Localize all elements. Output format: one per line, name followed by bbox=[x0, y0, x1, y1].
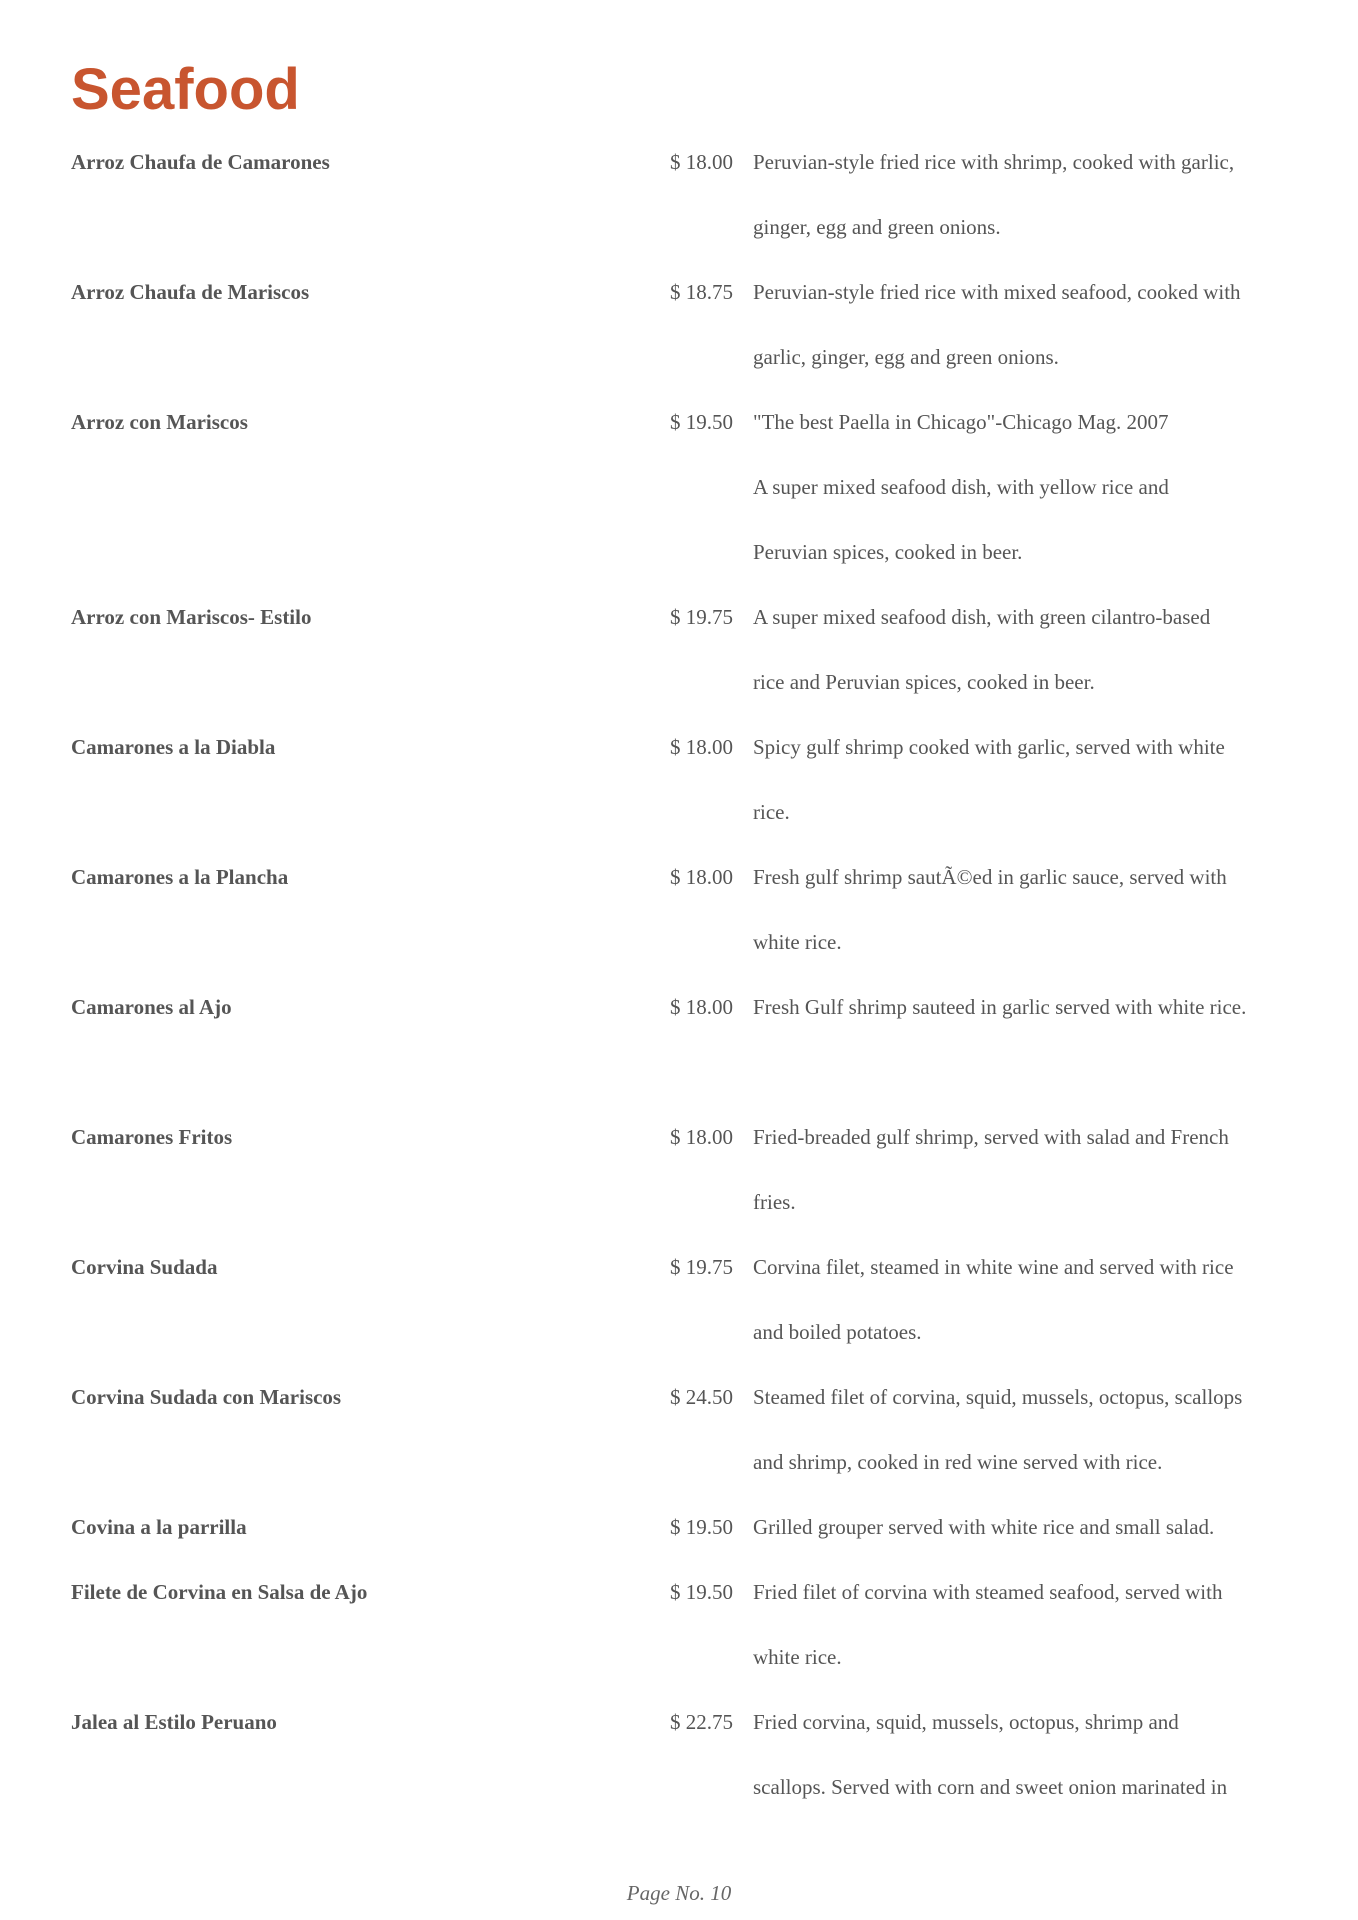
description-line: Fresh Gulf shrimp sauteed in garlic served with white rice. bbox=[753, 995, 1247, 1019]
item-name: Camarones al Ajo bbox=[71, 995, 232, 1019]
description-line: Peruvian-style fried rice with mixed seafood, cooked with bbox=[753, 280, 1241, 304]
item-price: $ 18.75 bbox=[670, 280, 733, 304]
description-line: A super mixed seafood dish, with green cilantro-based bbox=[753, 605, 1211, 629]
item-name: Arroz Chaufa de Camarones bbox=[71, 150, 330, 174]
item-price: $ 22.75 bbox=[670, 1710, 733, 1734]
item-name: Corvina Sudada con Mariscos bbox=[71, 1385, 342, 1409]
description-line: rice and Peruvian spices, cooked in beer. bbox=[753, 670, 1095, 694]
item-price: $ 19.50 bbox=[670, 1515, 733, 1539]
item-description bbox=[753, 1581, 1293, 1711]
item-name: Corvina Sudada bbox=[71, 1255, 218, 1279]
item-price: $ 18.00 bbox=[670, 735, 733, 759]
description-line: Fried-breaded gulf shrimp, served with salad and French bbox=[753, 1125, 1229, 1149]
description-line: A super mixed seafood dish, with yellow rice and bbox=[753, 475, 1169, 499]
description-line: rice. bbox=[753, 800, 790, 824]
page-title: Seafood bbox=[71, 57, 300, 122]
description-line: Peruvian spices, cooked in beer. bbox=[753, 540, 1023, 564]
description-line: white rice. bbox=[753, 930, 842, 954]
page-number: Page No. 10 bbox=[626, 1881, 732, 1905]
item-name: Arroz con Mariscos- Estilo bbox=[71, 605, 312, 629]
item-description bbox=[753, 1256, 1293, 1386]
item-name: Jalea al Estilo Peruano bbox=[71, 1710, 277, 1734]
description-line: Spicy gulf shrimp cooked with garlic, served with white bbox=[753, 735, 1225, 759]
description-line: Fried filet of corvina with steamed seafood, served with bbox=[753, 1580, 1223, 1604]
description-line: garlic, ginger, egg and green onions. bbox=[753, 345, 1059, 369]
item-name: Covina a la parrilla bbox=[71, 1515, 247, 1539]
item-description bbox=[753, 1126, 1293, 1256]
item-name: Arroz con Mariscos bbox=[71, 410, 248, 434]
item-name: Camarones a la Plancha bbox=[71, 865, 289, 889]
item-price: $ 24.50 bbox=[670, 1385, 733, 1409]
item-price: $ 19.50 bbox=[670, 1580, 733, 1604]
item-price: $ 18.00 bbox=[670, 865, 733, 889]
item-description bbox=[753, 151, 1293, 281]
description-line: ginger, egg and green onions. bbox=[753, 215, 1001, 239]
item-price: $ 18.00 bbox=[670, 1125, 733, 1149]
description-line: fries. bbox=[753, 1190, 796, 1214]
description-line: and shrimp, cooked in red wine served with rice. bbox=[753, 1450, 1163, 1474]
item-name: Camarones Fritos bbox=[71, 1125, 233, 1149]
description-line: scallops. Served with corn and sweet onion marinated in bbox=[753, 1775, 1228, 1799]
item-description bbox=[753, 996, 1293, 1126]
description-line: and boiled potatoes. bbox=[753, 1320, 922, 1344]
description-line: "The best Paella in Chicago"-Chicago Mag. 2007 bbox=[753, 410, 1169, 434]
description-line: Grilled grouper served with white rice and small salad. bbox=[753, 1515, 1215, 1539]
item-description bbox=[753, 606, 1293, 736]
item-name: Arroz Chaufa de Mariscos bbox=[71, 280, 310, 304]
item-description bbox=[753, 1711, 1293, 1841]
item-description bbox=[753, 1516, 1293, 1581]
description-line: Fried corvina, squid, mussels, octopus, shrimp and bbox=[753, 1710, 1179, 1734]
item-price: $ 19.50 bbox=[670, 410, 733, 434]
item-description bbox=[753, 411, 1293, 606]
item-description bbox=[753, 866, 1293, 996]
item-price: $ 18.00 bbox=[670, 150, 733, 174]
description-line: Corvina filet, steamed in white wine and served with rice bbox=[753, 1255, 1234, 1279]
item-price: $ 19.75 bbox=[670, 1255, 733, 1279]
item-name: Filete de Corvina en Salsa de Ajo bbox=[71, 1580, 368, 1604]
description-line bbox=[753, 1061, 1293, 1126]
description-line: white rice. bbox=[753, 1645, 842, 1669]
item-price: $ 19.75 bbox=[670, 605, 733, 629]
item-price: $ 18.00 bbox=[670, 995, 733, 1019]
description-line: Peruvian-style fried rice with shrimp, cooked with garlic, bbox=[753, 150, 1235, 174]
item-description bbox=[753, 281, 1293, 411]
description-line: Steamed filet of corvina, squid, mussels, octopus, scallops bbox=[753, 1385, 1243, 1409]
item-name: Camarones a la Diabla bbox=[71, 735, 276, 759]
item-description bbox=[753, 1386, 1293, 1516]
description-line: Fresh gulf shrimp sautÃ©ed in garlic sauce, served with bbox=[753, 865, 1227, 889]
item-description bbox=[753, 736, 1293, 866]
